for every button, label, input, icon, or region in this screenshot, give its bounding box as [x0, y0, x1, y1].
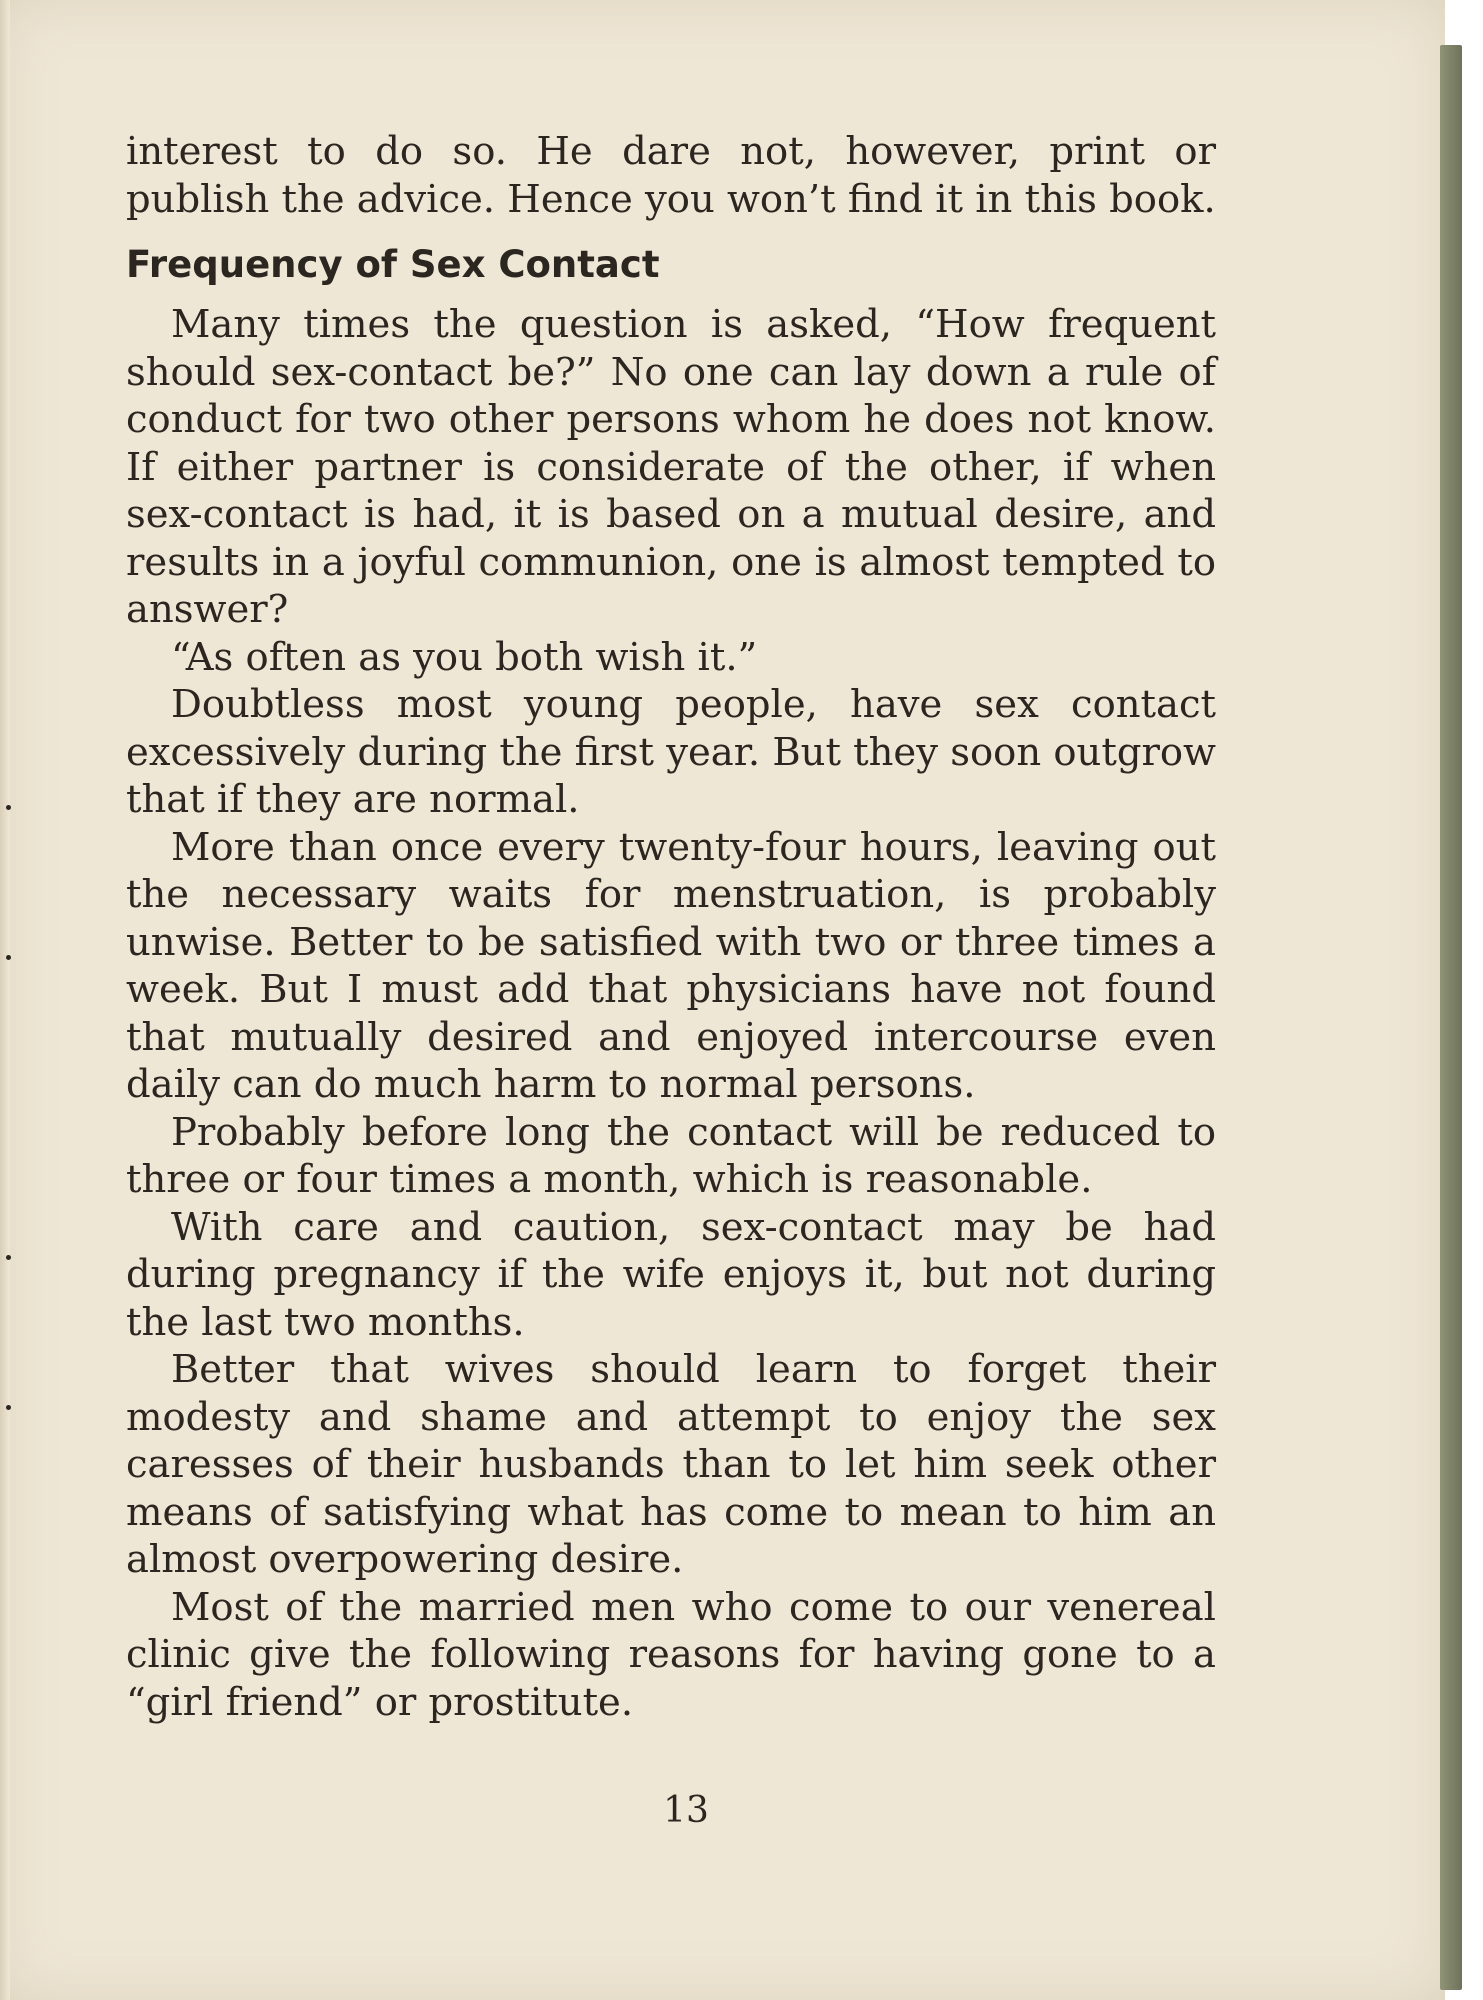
body-paragraph: Doubtless most young people, have sex contact excessively during the first year. But they soon outgrow that if they are normal.	[126, 682, 1216, 822]
body-paragraph: “As often as you both wish it.”	[171, 634, 758, 680]
section-heading: Frequency of Sex Contact	[126, 243, 660, 286]
page-gutter	[0, 0, 10, 2000]
margin-mark	[6, 1255, 11, 1260]
body-paragraph: With care and caution, sex-contact may be had during pregnancy if the wife enjoys it, but not during the last two months.	[126, 1204, 1216, 1345]
continued-paragraph: interest to do so. He dare not, however, print or publish the advice. Hence you won’t find it in this book.	[126, 129, 1216, 222]
margin-mark	[6, 955, 11, 960]
body-paragraph: Most of the married men who come to our venereal clinic give the following reasons for having gone to a “girl friend” or prostitute.	[126, 1584, 1216, 1725]
body-paragraph: Probably before long the contact will be reduced to three or four times a month, which is reasonable.	[126, 1109, 1216, 1202]
page-text	[126, 128, 1216, 1726]
body-paragraph: Better that wives should learn to forget their modesty and shame and attempt to enjoy the sex caresses of their husbands than to let him seek other means of satisfying what has come to mean to him an almost overpowering desire.	[126, 1347, 1216, 1582]
body-paragraph: Many times the question is asked, “How frequent should sex-contact be?” No one can lay down a rule of conduct for two other persons whom he does not know. If either partner is considerate of the other, if when sex-contact is had, it is based on a mutual desire, and results in a joyful communion, one is almost tempted to answer?	[126, 302, 1216, 632]
book-cover-edge	[1440, 45, 1462, 1990]
margin-mark	[6, 805, 11, 810]
page-number: 13	[663, 1790, 709, 1831]
body-paragraph: More than once every twenty-four hours, leaving out the necessary waits for menstruation, is probably unwise. Better to be satisfied with two or three times a week. But I must add that physicians have not found that mutually desired and enjoyed intercourse even daily can do much harm to normal persons.	[126, 824, 1216, 1107]
margin-mark	[6, 1405, 11, 1410]
